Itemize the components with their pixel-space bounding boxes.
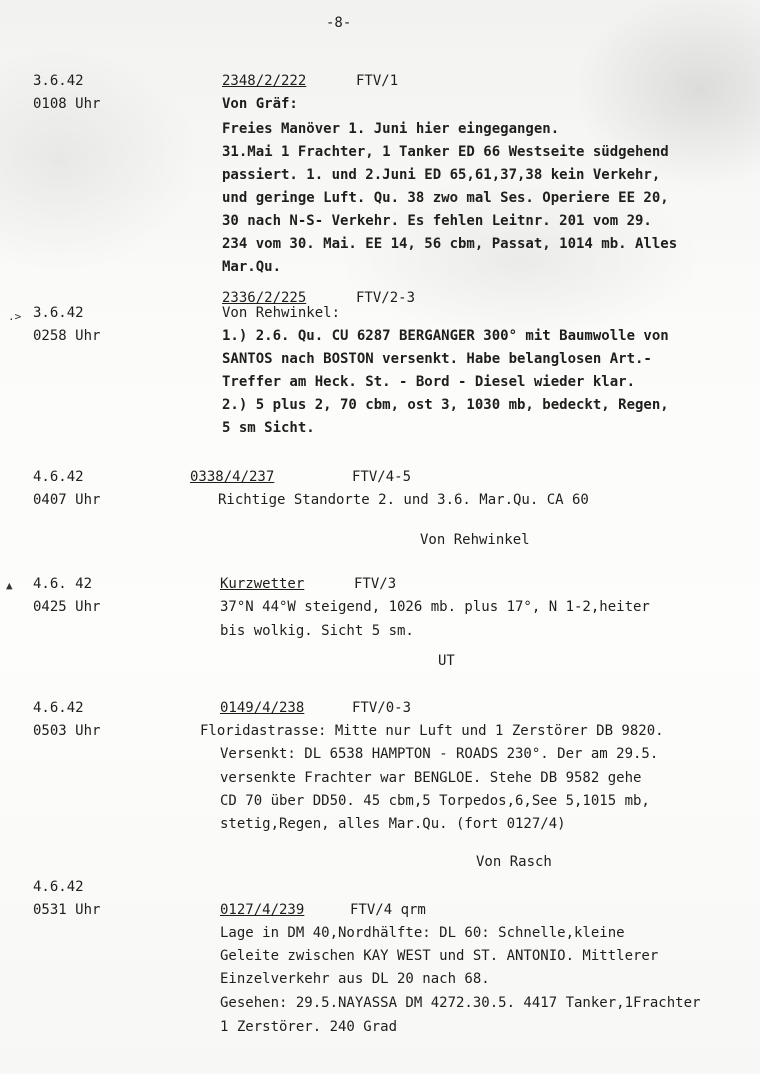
entry-line: Versenkt: DL 6538 HAMPTON - ROADS 230°. Der am 29.5. <box>220 746 659 762</box>
entry-ref: 0127/4/239 <box>220 902 305 918</box>
entry-date: 4.6.42 <box>33 700 84 716</box>
margin-tick-mark: ▲ <box>6 579 13 592</box>
entry-time: 0531 Uhr <box>33 902 101 918</box>
entry-time: 0407 Uhr <box>33 492 101 508</box>
entry-time: 0108 Uhr <box>33 96 101 112</box>
entry-date: 3.6.42 <box>33 73 84 89</box>
entry-line: 1.) 2.6. Qu. CU 6287 BERGANGER 300° mit Baumwolle von <box>222 328 669 344</box>
entry-line: SANTOS nach BOSTON versenkt. Habe belanglosen Art.- <box>222 351 652 367</box>
entry-date: 4.6.42 <box>33 879 84 895</box>
entry-line: passiert. 1. und 2.Juni ED 65,61,37,38 kein Verkehr, <box>222 167 661 183</box>
entry-tag: FTV/1 <box>356 73 399 89</box>
entry-tag: FTV/4-5 <box>352 469 412 485</box>
entry-line: 30 nach N-S- Verkehr. Es fehlen Leitnr. 201 vom 29. <box>222 213 652 229</box>
entry-signoff: Von Rasch <box>476 854 552 870</box>
entry-line: versenkte Frachter war BENGLOE. Stehe DB 9582 gehe <box>220 770 642 786</box>
entry-tag: FTV/4 qrm <box>350 902 426 918</box>
entry-ref: 2348/2/222 <box>222 73 307 89</box>
entry-date: 4.6.42 <box>33 469 84 485</box>
entry-ref: Kurzwetter <box>220 576 305 592</box>
entry-line: 1 Zerstörer. 240 Grad <box>220 1019 398 1035</box>
entry-line: Geleite zwischen KAY WEST und ST. ANTONIO. Mittlerer <box>220 948 659 964</box>
entry-line: Treffer am Heck. St. - Bord - Diesel wieder klar. <box>222 374 636 390</box>
entry-line: Mar.Qu. <box>222 259 282 275</box>
margin-tick-mark: .> <box>8 310 22 323</box>
entry-line: Lage in DM 40,Nordhälfte: DL 60: Schnelle,kleine <box>220 925 625 941</box>
entry-line: Von Rehwinkel: <box>222 305 341 321</box>
entry-date: 3.6.42 <box>33 305 84 321</box>
entry-signoff: UT <box>438 653 455 669</box>
entry-line: Gesehen: 29.5.NAYASSA DM 4272.30.5. 4417 Tanker,1Frachter <box>220 995 701 1011</box>
entry-ref: 0149/4/238 <box>220 700 305 716</box>
entry-ref: 2336/2/225 <box>222 290 307 306</box>
entry-line: Einzelverkehr aus DL 20 nach 68. <box>220 971 490 987</box>
entry-line: 31.Mai 1 Frachter, 1 Tanker ED 66 Westseite südgehend <box>222 144 669 160</box>
entry-time: 0425 Uhr <box>33 599 101 615</box>
entry-line: Freies Manöver 1. Juni hier eingegangen. <box>222 121 560 137</box>
entry-time: 0258 Uhr <box>33 328 101 344</box>
entry-line: 5 sm Sicht. <box>222 420 315 436</box>
entry-line: 2.) 5 plus 2, 70 cbm, ost 3, 1030 mb, bedeckt, Regen, <box>222 397 669 413</box>
entry-line: 37°N 44°W steigend, 1026 mb. plus 17°, N 1-2,heiter <box>220 599 650 615</box>
entry-line: stetig,Regen, alles Mar.Qu. (fort 0127/4) <box>220 816 566 832</box>
entry-line: Von Gräf: <box>222 96 298 112</box>
entry-signoff: Von Rehwinkel <box>420 532 530 548</box>
entry-line: Floridastrasse: Mitte nur Luft und 1 Zerstörer DB 9820. <box>200 723 664 739</box>
entry-time: 0503 Uhr <box>33 723 101 739</box>
entry-line: und geringe Luft. Qu. 38 zwo mal Ses. Operiere EE 20, <box>222 190 669 206</box>
entry-line: bis wolkig. Sicht 5 sm. <box>220 623 414 639</box>
entry-tag: FTV/2-3 <box>356 290 416 306</box>
entry-date: 4.6. 42 <box>33 576 93 592</box>
entry-tag: FTV/3 <box>354 576 397 592</box>
page-number: -8- <box>326 15 352 31</box>
entry-tag: FTV/0-3 <box>352 700 412 716</box>
entry-line: CD 70 über DD50. 45 cbm,5 Torpedos,6,See 5,1015 mb, <box>220 793 650 809</box>
entry-line: 234 vom 30. Mai. EE 14, 56 cbm, Passat, 1014 mb. Alles <box>222 236 678 252</box>
entry-ref: 0338/4/237 <box>190 469 275 485</box>
entry-line: Richtige Standorte 2. und 3.6. Mar.Qu. CA 60 <box>218 492 589 508</box>
